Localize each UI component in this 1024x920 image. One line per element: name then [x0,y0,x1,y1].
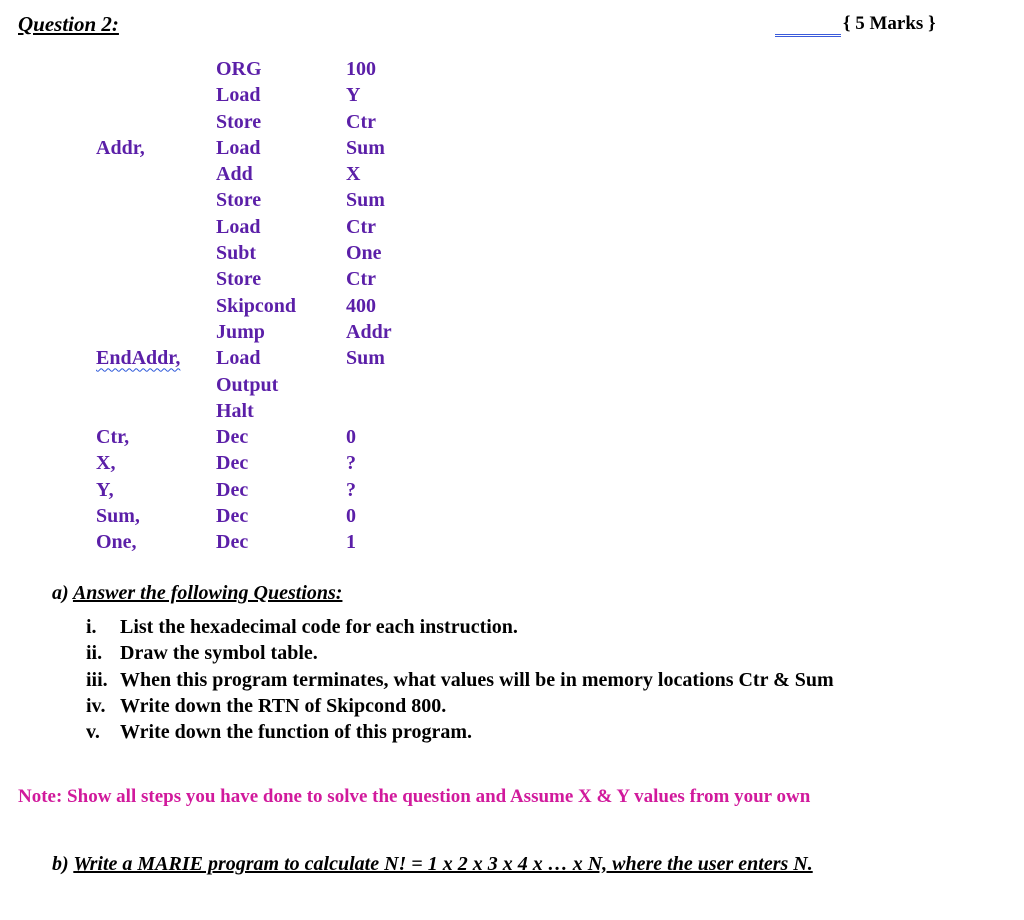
program-opcode: Store [216,110,262,133]
program-opcode: Load [216,215,261,238]
program-opcode-column [216,56,296,556]
question-title: Question 2: [18,12,119,36]
section-b-text: Write a MARIE program to calculate N! = 1 x 2 x 3 x 4 x … x N, where the user enters N. [73,853,813,875]
program-label: X, [96,452,116,475]
question-item [86,614,834,640]
program-operand: Sum [346,136,385,159]
program-label: One, [96,531,137,554]
program-operand: Sum [346,347,385,370]
question-number: i. [86,616,97,638]
program-label [96,398,180,424]
program-opcode: Subt [216,242,257,265]
question-number: ii. [86,642,103,665]
program-opcode: Store [216,268,262,291]
question-text: Write down the RTN of Skipcond 800. [120,694,447,717]
question-text: List the hexadecimal code for each instruction. [120,616,518,638]
program-operand: 0 [346,426,356,449]
program-label [96,56,180,82]
section-b-letter: b) [52,853,69,875]
question-number: iii. [86,668,108,691]
program-operand: ? [346,452,356,475]
section-b [52,853,813,876]
program-operand: 0 [346,505,356,528]
program-opcode: Add [216,163,253,186]
program-label [96,372,180,398]
program-label: Y, [96,478,114,501]
program-label [96,293,180,319]
program-label [96,187,180,213]
program-operand: Ctr [346,268,376,291]
program-opcode: Dec [216,505,249,528]
program-operand [346,372,392,398]
program-opcode: Dec [216,478,249,501]
program-opcode: Halt [216,399,254,422]
program-opcode: Load [216,136,261,159]
program-operand: Ctr [346,110,376,133]
question-item [86,640,834,666]
program-label: Addr, [96,136,145,159]
program-label-column [96,56,180,556]
program-operand: Y [346,84,361,107]
program-operand: Sum [346,189,385,212]
question-text: When this program terminates, what values will be in memory locations Ctr & Sum [120,668,834,691]
program-label [96,240,180,266]
program-opcode: Store [216,189,262,212]
program-operand: ? [346,478,356,501]
program-label: EndAddr, [96,347,181,370]
question-list [86,614,834,745]
program-opcode: Dec [216,531,249,554]
program-opcode: Output [216,373,279,396]
question-number: v. [86,721,100,744]
program-operand: 100 [346,58,376,80]
question-number: iv. [86,694,106,717]
program-label [96,109,180,135]
program-label [96,161,180,187]
section-a-heading [52,582,342,605]
program-label [96,214,180,240]
question-text: Draw the symbol table. [120,642,318,665]
program-operand: One [346,242,382,265]
program-opcode: ORG [216,58,262,80]
program-operand: 400 [346,294,376,317]
question-item [86,667,834,693]
program-operand-column [346,56,392,556]
program-operand [346,398,392,424]
program-operand: 1 [346,531,356,554]
program-operand: Ctr [346,215,376,238]
section-a-letter: a) [52,582,69,604]
program-label [96,319,180,345]
program-opcode: Skipcond [216,294,297,317]
program-label: Ctr, [96,426,130,449]
program-operand: Addr [346,320,392,343]
program-label [96,82,180,108]
program-operand: X [346,163,361,186]
program-opcode: Dec [216,452,249,475]
marks-label: { 5 Marks } [843,13,936,34]
program-label: Sum, [96,505,140,528]
question-item [86,719,834,745]
section-a-title: Answer the following Questions: [72,582,343,604]
program-opcode: Load [216,347,261,370]
program-opcode: Dec [216,426,249,449]
question-text: Write down the function of this program. [120,721,473,744]
note-text: Note: Show all steps you have done to solve the question and Assume X & Y values from your own [18,786,811,807]
question-item [86,693,834,719]
program-opcode: Load [216,84,261,107]
program-opcode: Jump [216,320,265,343]
program-label [96,266,180,292]
marks-underline [775,34,841,37]
